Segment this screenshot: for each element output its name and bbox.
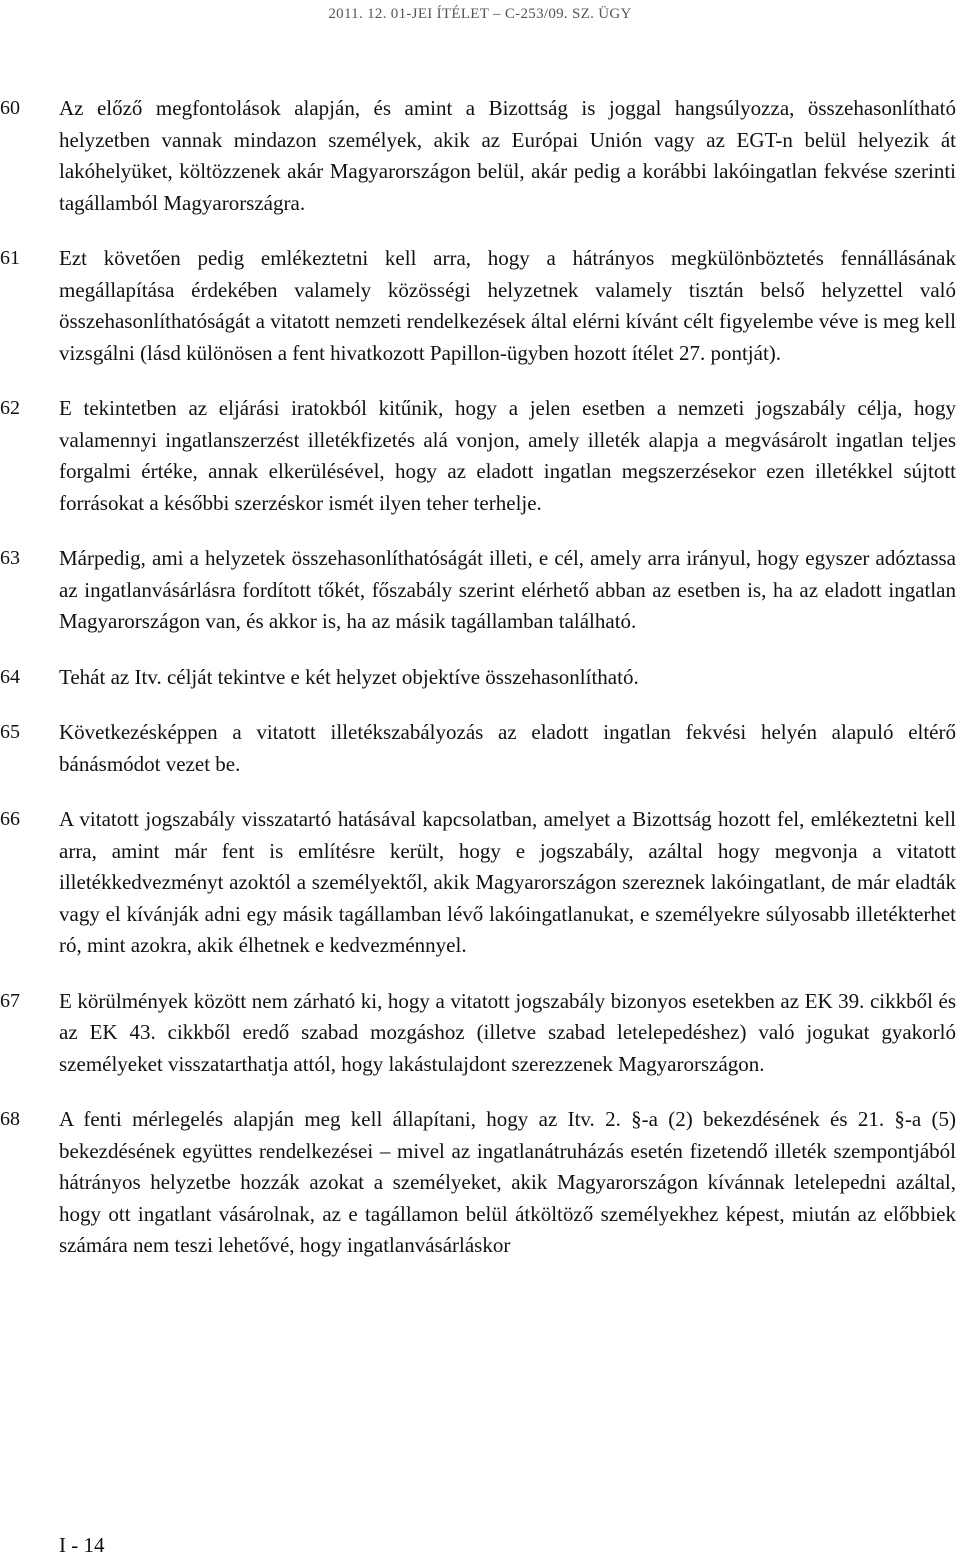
paragraph-number: 63 <box>0 547 20 569</box>
paragraph-text: Következésképpen a vitatott illetékszabályozás az eladott ingatlan fekvési helyén alapuló eltérő bánásmódot vezet be. <box>59 720 956 776</box>
paragraph-text: Ezt követően pedig emlékeztetni kell arra, hogy a hátrányos megkülönböztetés fennállásának megállapítása érdekében valamely közösségi helyzetnek valamely tisztán belső helyzettel való összehasonlíthatóságát a vitatott nemzeti rendelkezések által elérni kívánt célt figyelembe véve is meg kell vizsgálni (lásd különösen a fent hivatkozott Papillon-ügyben hozott ítélet 27. pontját). <box>59 246 956 365</box>
paragraph-text: E tekintetben az eljárási iratokból kitűnik, hogy a jelen esetben a nemzeti jogszabály célja, hogy valamennyi ingatlanszerzést illetékfizetés alá vonjon, amely illeték alapja a megvásárolt ingatlan teljes forgalmi értéke, annak elkerülésével, hogy az eladott ingatlan megszerzésekor ezen illetékkel sújtott forrásokat a későbbi szerzéskor ismét ilyen teher terhelje. <box>59 396 956 515</box>
paragraph-number: 61 <box>0 247 20 269</box>
paragraph-65 <box>0 717 960 780</box>
paragraph-61 <box>0 243 960 369</box>
paragraph-text: Az előző megfontolások alapján, és amint a Bizottság is joggal hangsúlyozza, összehasonlítható helyzetben vannak mindazon személyek, akik az Európai Unión vagy az EGT-n belül helyezik át lakóhelyüket, költözzenek akár Magyarországon belül, akár pedig a korábbi lakóingatlan fekvése szerinti tagállamból Magyarországra. <box>59 96 956 215</box>
paragraph-number: 60 <box>0 97 20 119</box>
paragraph-text: E körülmények között nem zárható ki, hogy a vitatott jogszabály bizonyos esetekben az EK 39. cikkből és az EK 43. cikkből eredő szabad mozgáshoz (illetve szabad letelepedéshez) való jogukat gyakorló személyeket visszatarthatja attól, hogy lakástulajdont szerezzenek Magyarországon. <box>59 988 956 1076</box>
page-number: I - 14 <box>59 1533 105 1557</box>
paragraph-number: 62 <box>0 397 20 419</box>
paragraph-text: Márpedig, ami a helyzetek összehasonlíthatóságát illeti, e cél, amely arra irányul, hogy egyszer adóztassa az ingatlanvásárlásra fordított tőkét, főszabály szerint elérhető abban az esetben is, ha az eladott ingatlan Magyarországon van, és akkor is, ha az másik tagállamban található. <box>59 546 956 633</box>
paragraph-67 <box>0 986 960 1081</box>
paragraph-number: 64 <box>0 665 20 688</box>
paragraph-63 <box>0 543 960 638</box>
paragraph-60 <box>0 93 960 219</box>
paragraph-66 <box>0 804 960 962</box>
paragraph-number: 68 <box>0 1108 20 1130</box>
paragraph-62 <box>0 393 960 519</box>
paragraph-number: 65 <box>0 721 20 743</box>
running-header: 2011. 12. 01-JEI ÍTÉLET – C-253/09. SZ. ÜGY <box>328 6 632 22</box>
paragraph-text: Tehát az Itv. célját tekintve e két helyzet objektíve összehasonlítható. <box>59 664 639 689</box>
paragraph-64 <box>0 662 960 694</box>
paragraph-text: A fenti mérlegelés alapján meg kell állapítani, hogy az Itv. 2. §-a (2) bekezdésének és 21. §-a (5) bekezdésének együttes rendelkezései – mivel az ingatlanátruházás esetén fizetendő illeték szempontjából hátrányos helyzetbe hozzák azokat a személyeket, akik Magyarországon kívánnak letelepedni azáltal, hogy ott ingatlant vásárolnak, az e tagállamon belül átköltöző személyekhez képest, miután az előbbiek számára nem teszi lehetővé, hogy ingatlanvásárláskor <box>59 1107 956 1257</box>
paragraph-68 <box>0 1104 960 1262</box>
judgment-paragraphs <box>0 93 960 1286</box>
paragraph-text: A vitatott jogszabály visszatartó hatásával kapcsolatban, amelyet a Bizottság hozott fel, emlékeztetni kell arra, amint már fent is említésre került, hogy e jogszabály, azáltal hogy megvonja a vitatott illetékkedvezményt azoktól a személyektől, akik Magyarországon szereznek lakóingatlant, de már eladták vagy el kívánják adni egy másik tagállamban lévő lakóingatlanukat, e személyekre súlyosabb illetékterhet ró, mint azokra, akik élhetnek e kedvezménnyel. <box>59 807 956 957</box>
paragraph-number: 67 <box>0 989 20 1012</box>
paragraph-number: 66 <box>0 808 20 830</box>
